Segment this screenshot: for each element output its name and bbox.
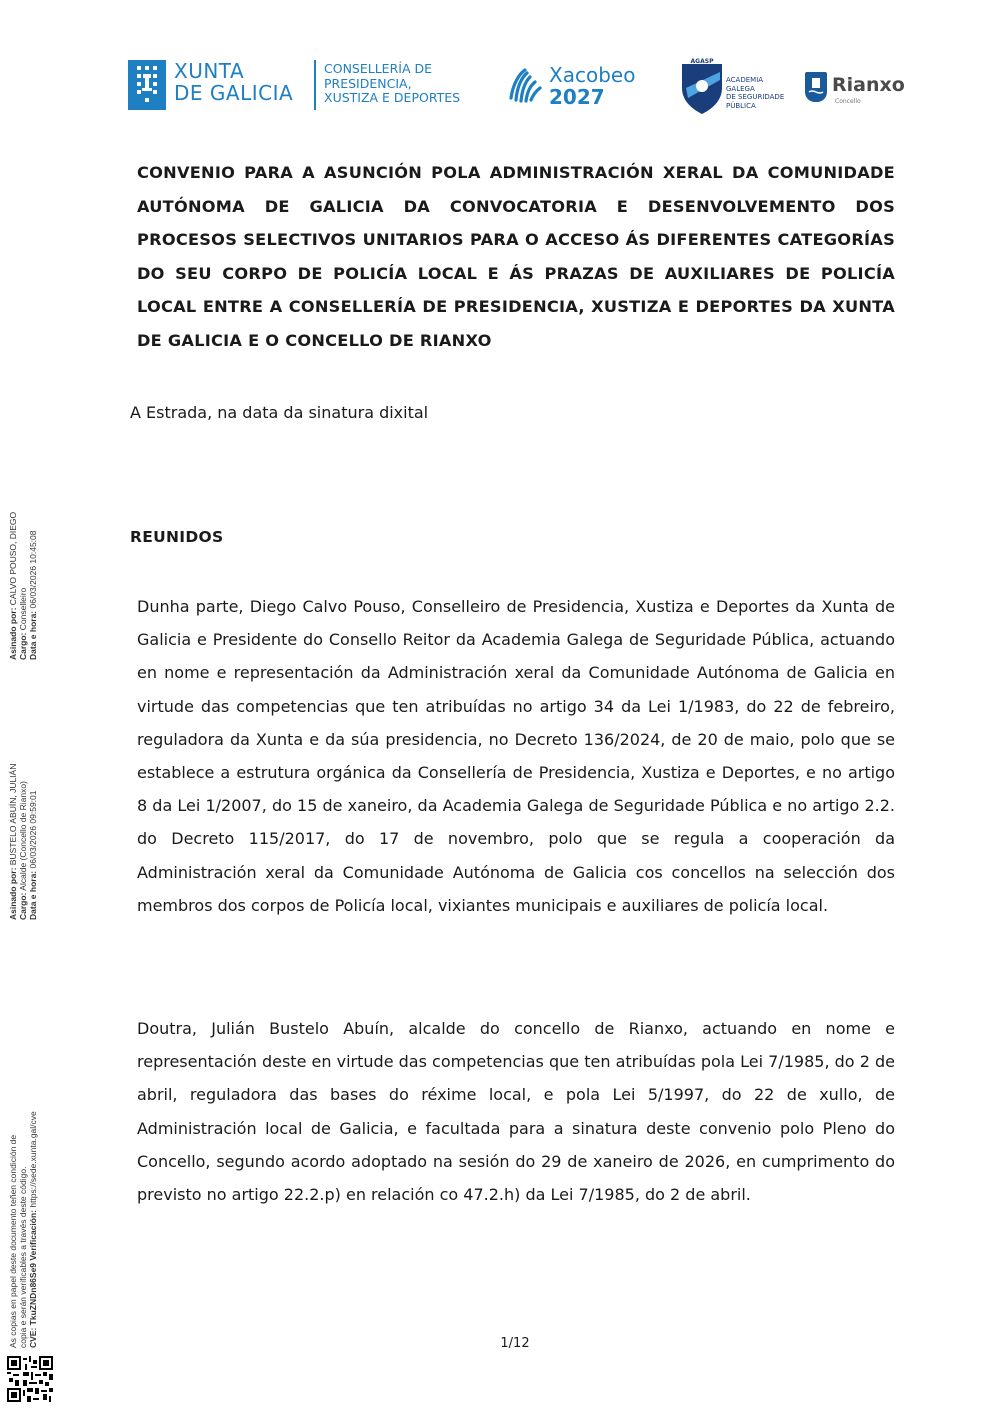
section-heading: REUNIDOS (130, 528, 224, 546)
notice-line1: As copias en papel deste documento teñen condición de (8, 1134, 18, 1348)
paragraph-first-party: Dunha parte, Diego Calvo Pouso, Conselleiro de Presidencia, Xustiza e Deportes da Xunta de Galicia e Presidente do Consello Reitor da Academia Galega de Seguridade Pública, actuando en nome e representación da Administración xeral da Comunidade Autónoma de Galicia en virtude das competencias que ten atribuídas no artigo 34 da Lei 1/1983, do 22 de febreiro, reguladora da Xunta e da súa presidencia, no Decreto 136/2024, de 20 de maio, polo que se establece a estrutura orgánica da Consellería de Presidencia, Xustiza e Deportes, e no artigo 8 da Lei 1/2007, do 15 de xaneiro, da Academia Galega de Seguridade Pública e no artigo 2.2. do Decreto 115/2017, do 17 de novembro, polo que se regula a cooperación da Administración xeral da Comunidade Autónoma de Galicia cos concellos na selección dos membros dos corpos de Policía local, vixiantes municipais e auxiliares de policía local. (137, 597, 895, 915)
rianxo-wordmark: Rianxo (832, 74, 905, 96)
sig2-date-label: Data e hora: (28, 870, 38, 920)
xunta-line2: DE GALICIA (174, 81, 294, 105)
conselleria-line2: PRESIDENCIA, (324, 75, 412, 91)
verify-url[interactable]: https://sede.xunta.gal/cve (28, 1111, 38, 1208)
xunta-shield-icon (128, 60, 166, 110)
agasp-line1: ACADEMIA (726, 76, 764, 84)
xunta-de-galicia-logo (128, 60, 473, 112)
sig1-date-value: 06/03/2026 10:45:08 (28, 530, 38, 609)
sig1-signed-label: Asinado por: (8, 607, 18, 660)
sig2-signed-label: Asinado por: (8, 867, 18, 920)
signature-stamp-2 (8, 764, 38, 920)
document-title: CONVENIO PARA A ASUNCIÓN POLA ADMINISTRACIÓN XERAL DA COMUNIDADE AUTÓNOMA DE GALICIA DA CONVOCATORIA E DESENVOLVEMENTO DOS PROCESOS SELECTIVOS UNITARIOS PARA O ACCESO ÁS DIFERENTES CATEGORÍAS DO SEU CORPO DE POLICÍA LOCAL E ÁS PRAZAS DE AUXILIARES DE POLICÍA LOCAL ENTRE A CONSELLERÍA DE PRESIDENCIA, XUSTIZA E DEPORTES DA XUNTA DE GALICIA E O CONCELLO DE RIANXO (137, 163, 895, 350)
verify-label: Verificación: (28, 1210, 38, 1261)
agasp-line4: PÚBLICA (726, 101, 756, 110)
cve-value: TkuZNDn86Se9 (28, 1262, 38, 1326)
xunta-wordmark (174, 60, 293, 104)
xunta-line1: XUNTA (174, 59, 245, 83)
sig2-signed-value: BUSTELO ABUÍN, JULIÁN (8, 763, 18, 866)
sig1-role-value: Conselleiro (18, 587, 28, 631)
rianxo-shield-icon (805, 72, 827, 102)
xacobeo-name: Xacobeo (549, 63, 636, 87)
conselleria-line1: CONSELLERÍA DE (324, 61, 432, 76)
place-date: A Estrada, na data da sinatura dixital (130, 403, 429, 422)
agasp-wordmark (726, 76, 784, 110)
agasp-acronym: AGASP (690, 58, 714, 65)
cve-label: CVE: (28, 1327, 38, 1348)
paragraph-second-party: Doutra, Julián Bustelo Abuín, alcalde do concello de Rianxo, actuando en nome e representación deste en virtude das competencias que ten atribuídas pola Lei 7/1985, do 2 de abril, reguladora das bases do réxime local, e pola Lei 5/1997, do 22 de xullo, de Administración local de Galicia, e facultada para a sinatura deste convenio polo Pleno do Concello, segundo acordo adoptado na sesión do 29 de xaneiro de 2026, en cumprimento do previsto no artigo 22.2.p) en relación co 47.2.h) da Lei 7/1985, do 2 de abril. (137, 1019, 895, 1205)
rianxo-logo (805, 72, 925, 112)
scallop-shell-icon (505, 64, 545, 104)
conselleria-line3: XUSTIZA E DEPORTES (324, 90, 461, 105)
signature-stamp-1 (8, 512, 38, 660)
verification-notice (8, 1111, 38, 1348)
agasp-line3: DE SEGURIDADE (726, 93, 785, 101)
agasp-line2: GALEGA (726, 84, 755, 93)
page-number: 1/12 (500, 1336, 530, 1351)
sig2-role-value: Alcalde (Concello de Rianxo) (18, 781, 28, 891)
sig1-role-label: Cargo: (18, 632, 28, 660)
logo-divider (314, 60, 316, 110)
rianxo-subtitle: Concello (835, 98, 861, 105)
sig2-role-label: Cargo: (18, 892, 28, 920)
agasp-logo (680, 58, 795, 118)
xacobeo-logo (505, 62, 655, 112)
sig1-date-label: Data e hora: (28, 610, 38, 660)
sig1-signed-value: CALVO POUSO, DIEGO (8, 511, 18, 606)
sig2-date-value: 06/03/2026 09:59:01 (28, 790, 38, 869)
xacobeo-year: 2027 (549, 85, 605, 109)
agasp-shield-icon (680, 58, 724, 116)
qr-code-icon[interactable] (7, 1356, 53, 1402)
notice-line2: copia e serán verificables a través deste código. (18, 1166, 28, 1348)
conselleria-wordmark (324, 62, 484, 106)
xacobeo-wordmark (549, 64, 635, 108)
